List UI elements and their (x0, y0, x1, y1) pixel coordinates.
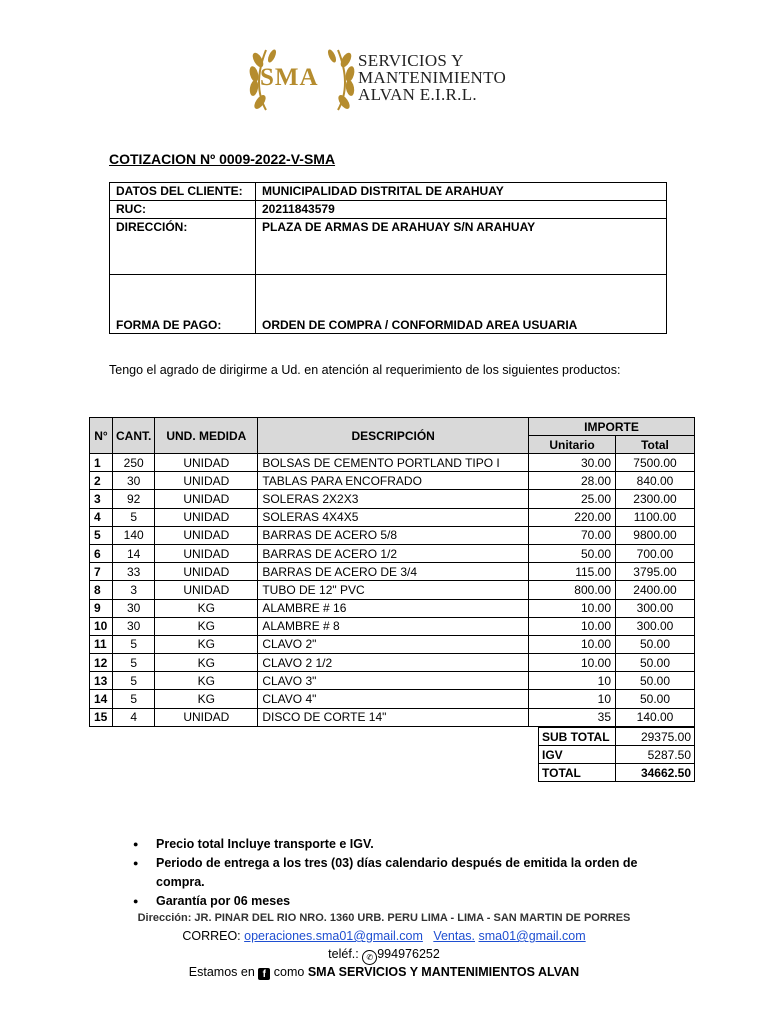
subtotal-label: SUB TOTAL (539, 728, 616, 746)
item-unit: UNIDAD (155, 708, 258, 726)
item-unit: UNIDAD (155, 581, 258, 599)
document-title: COTIZACION Nº 0009-2022-V-SMA (109, 151, 336, 167)
ruc-value: 20211843579 (256, 201, 667, 219)
item-total: 700.00 (616, 544, 695, 562)
item-total: 300.00 (616, 599, 695, 617)
item-unit: KG (155, 672, 258, 690)
item-unit-price: 115.00 (529, 563, 616, 581)
item-number: 12 (90, 654, 113, 672)
subtotal-value: 29375.00 (616, 728, 695, 746)
item-total: 140.00 (616, 708, 695, 726)
item-number: 13 (90, 672, 113, 690)
item-unit: UNIDAD (155, 563, 258, 581)
table-row (90, 563, 695, 581)
item-description: BARRAS DE ACERO 1/2 (258, 544, 529, 562)
logo-mark: SMA (260, 64, 319, 91)
payment-value: ORDEN DE COMPRA / CONFORMIDAD AREA USUARIA (256, 275, 667, 334)
item-description: BARRAS DE ACERO 5/8 (258, 526, 529, 544)
item-unit: UNIDAD (155, 490, 258, 508)
ruc-label: RUC: (110, 201, 256, 219)
item-unit: UNIDAD (155, 544, 258, 562)
item-unit: KG (155, 635, 258, 653)
email-link-operaciones[interactable]: operaciones.sma01@gmail.com (244, 929, 423, 943)
col-unit-price-header: Unitario (529, 436, 616, 454)
item-qty: 30 (113, 617, 155, 635)
item-description: CLAVO 2 1/2 (258, 654, 529, 672)
item-unit-price: 28.00 (529, 472, 616, 490)
item-qty: 30 (113, 599, 155, 617)
item-unit-price: 35 (529, 708, 616, 726)
item-unit: KG (155, 690, 258, 708)
item-number: 3 (90, 490, 113, 508)
table-row (90, 544, 695, 562)
igv-row (539, 746, 695, 764)
item-total: 1100.00 (616, 508, 695, 526)
item-number: 2 (90, 472, 113, 490)
item-description: TABLAS PARA ENCOFRADO (258, 472, 529, 490)
item-number: 8 (90, 581, 113, 599)
item-number: 14 (90, 690, 113, 708)
subtotal-row (539, 728, 695, 746)
items-table (89, 417, 695, 727)
social-prefix: Estamos en (188, 965, 255, 979)
table-row (90, 581, 695, 599)
item-qty: 5 (113, 654, 155, 672)
col-num-header: N° (90, 418, 113, 454)
social-name: SMA SERVICIOS Y MANTENIMIENTOS ALVAN (307, 965, 580, 979)
item-total: 50.00 (616, 635, 695, 653)
item-description: CLAVO 4" (258, 690, 529, 708)
item-unit: KG (155, 617, 258, 635)
item-description: TUBO DE 12" PVC (258, 581, 529, 599)
company-name-line: MANTENIMIENTO (358, 68, 507, 87)
item-unit-price: 10 (529, 690, 616, 708)
item-unit-price: 10.00 (529, 654, 616, 672)
table-row (90, 472, 695, 490)
table-row (90, 635, 695, 653)
company-logo (246, 40, 546, 120)
item-number: 6 (90, 544, 113, 562)
item-description: ALAMBRE # 8 (258, 617, 529, 635)
item-description: CLAVO 2" (258, 635, 529, 653)
item-description: DISCO DE CORTE 14" (258, 708, 529, 726)
footer-phone-line (0, 947, 768, 965)
company-name-line: SERVICIOS Y (358, 51, 464, 70)
item-qty: 92 (113, 490, 155, 508)
col-desc-header: DESCRIPCIÓN (258, 418, 529, 454)
item-unit-price: 220.00 (529, 508, 616, 526)
item-unit-price: 800.00 (529, 581, 616, 599)
table-row (90, 490, 695, 508)
email-label: CORREO: (182, 929, 241, 943)
item-qty: 4 (113, 708, 155, 726)
item-qty: 3 (113, 581, 155, 599)
company-name-line: ALVAN E.I.R.L. (358, 85, 477, 104)
item-qty: 140 (113, 526, 155, 544)
col-qty-header: CANT. (113, 418, 155, 454)
item-total: 50.00 (616, 672, 695, 690)
payment-row (110, 275, 667, 334)
item-number: 15 (90, 708, 113, 726)
total-label: TOTAL (539, 764, 616, 782)
table-row (90, 599, 695, 617)
item-unit: UNIDAD (155, 526, 258, 544)
item-description: SOLERAS 4X4X5 (258, 508, 529, 526)
social-middle: como (273, 965, 305, 979)
item-unit-price: 10.00 (529, 617, 616, 635)
item-total: 2400.00 (616, 581, 695, 599)
table-row (90, 690, 695, 708)
footer-email-line (0, 929, 768, 943)
item-unit-price: 50.00 (529, 544, 616, 562)
total-row (539, 764, 695, 782)
col-unit-header: UND. MEDIDA (155, 418, 258, 454)
item-qty: 33 (113, 563, 155, 581)
totals-table (538, 727, 695, 782)
phone-label: teléf.: (328, 947, 359, 961)
condition-item: ● Periodo de entrega a los tres (03) días calendario después de emitida la orden de compra. (130, 854, 650, 892)
col-importe-header: IMPORTE (529, 418, 695, 436)
client-label: DATOS DEL CLIENTE: (110, 183, 256, 201)
table-row (90, 526, 695, 544)
phone-number: 994976252 (377, 947, 440, 961)
table-row (90, 454, 695, 472)
client-value: MUNICIPALIDAD DISTRITAL DE ARAHUAY (256, 183, 667, 201)
intro-text: Tengo el agrado de dirigirme a Ud. en atención al requerimiento de los siguientes productos: (109, 363, 621, 377)
item-qty: 5 (113, 635, 155, 653)
item-unit: KG (155, 654, 258, 672)
item-number: 1 (90, 454, 113, 472)
table-row (90, 508, 695, 526)
footer-social-line (0, 965, 768, 980)
col-total-header: Total (616, 436, 695, 454)
item-total: 3795.00 (616, 563, 695, 581)
item-description: BARRAS DE ACERO DE 3/4 (258, 563, 529, 581)
condition-item: ● Garantía por 06 meses (130, 892, 650, 911)
item-qty: 14 (113, 544, 155, 562)
condition-item: ● Precio total Incluye transporte e IGV. (130, 835, 650, 854)
item-total: 300.00 (616, 617, 695, 635)
company-name (358, 52, 506, 103)
address-value: PLAZA DE ARMAS DE ARAHUAY S/N ARAHUAY (256, 219, 667, 275)
item-total: 50.00 (616, 654, 695, 672)
item-total: 840.00 (616, 472, 695, 490)
item-qty: 250 (113, 454, 155, 472)
item-number: 7 (90, 563, 113, 581)
item-unit-price: 10.00 (529, 635, 616, 653)
table-row (90, 708, 695, 726)
item-description: ALAMBRE # 16 (258, 599, 529, 617)
item-unit-price: 25.00 (529, 490, 616, 508)
total-value: 34662.50 (616, 764, 695, 782)
item-number: 4 (90, 508, 113, 526)
address-label: DIRECCIÓN: (110, 219, 256, 275)
email-link-ventas[interactable]: sma01@gmail.com (478, 929, 586, 943)
ruc-row (110, 201, 667, 219)
item-total: 2300.00 (616, 490, 695, 508)
item-total: 50.00 (616, 690, 695, 708)
table-row (90, 654, 695, 672)
whatsapp-icon: ✆ (362, 950, 377, 965)
item-unit: KG (155, 599, 258, 617)
payment-label: FORMA DE PAGO: (110, 275, 256, 334)
item-unit-price: 10 (529, 672, 616, 690)
item-unit: UNIDAD (155, 472, 258, 490)
item-description: CLAVO 3" (258, 672, 529, 690)
address-row (110, 219, 667, 275)
item-unit: UNIDAD (155, 454, 258, 472)
item-total: 7500.00 (616, 454, 695, 472)
item-qty: 5 (113, 690, 155, 708)
igv-value: 5287.50 (616, 746, 695, 764)
item-description: SOLERAS 2X2X3 (258, 490, 529, 508)
table-row (90, 672, 695, 690)
item-unit-price: 10.00 (529, 599, 616, 617)
footer-address: Dirección: JR. PINAR DEL RIO NRO. 1360 URB. PERU LIMA - LIMA - SAN MARTIN DE PORRES (137, 912, 631, 924)
item-description: BOLSAS DE CEMENTO PORTLAND TIPO I (258, 454, 529, 472)
item-unit: UNIDAD (155, 508, 258, 526)
client-info-table (109, 182, 667, 334)
item-number: 9 (90, 599, 113, 617)
facebook-icon[interactable]: f (258, 968, 270, 980)
item-number: 5 (90, 526, 113, 544)
item-unit-price: 30.00 (529, 454, 616, 472)
item-number: 11 (90, 635, 113, 653)
item-qty: 30 (113, 472, 155, 490)
item-qty: 5 (113, 672, 155, 690)
item-qty: 5 (113, 508, 155, 526)
item-unit-price: 70.00 (529, 526, 616, 544)
table-row (90, 617, 695, 635)
ventas-link[interactable]: Ventas. (433, 929, 476, 943)
conditions-list (130, 835, 650, 911)
item-total: 9800.00 (616, 526, 695, 544)
client-row (110, 183, 667, 201)
igv-label: IGV (539, 746, 616, 764)
item-number: 10 (90, 617, 113, 635)
